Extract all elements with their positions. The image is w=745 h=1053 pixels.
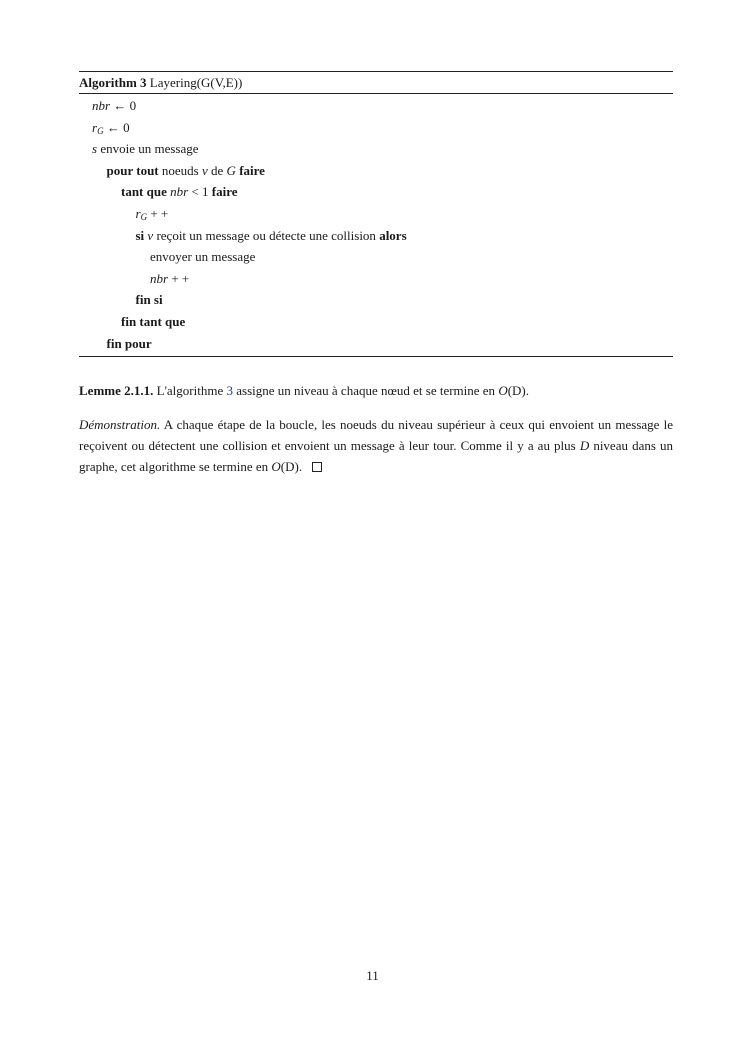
- lemma-text-after: assigne un niveau à chaque nœud et se termine en: [232, 383, 499, 398]
- algorithm-token: fin si: [135, 292, 163, 308]
- algorithm-line: [79, 311, 673, 333]
- algorithm-token: nbr: [92, 98, 111, 113]
- algorithm-label: Algorithm 3: [79, 75, 147, 90]
- algorithm-token: nbr: [170, 184, 189, 200]
- algorithm-token: envoie un message: [97, 141, 199, 157]
- algorithm-token: tant que: [121, 184, 167, 200]
- proof-var-d: D: [579, 438, 590, 453]
- algorithm-reference-link[interactable]: 3: [226, 383, 233, 398]
- algorithm-token: + +: [168, 270, 190, 286]
- proof: [79, 414, 673, 477]
- proof-text-2: niveau dans un graphe, cet algorithme se termine en: [79, 438, 673, 474]
- proof-label: Démonstration.: [79, 417, 161, 432]
- algorithm-line: [79, 160, 673, 182]
- proof-text-1: A chaque étape de la boucle, les noeuds du niveau supérieur à ceux qui envoient un message le reçoivent ou détectent une collision et envoient un message à leur tour. Comme il y a au plus: [79, 417, 673, 453]
- lemma-big-o: O: [498, 383, 508, 398]
- algorithm-line: [79, 181, 673, 203]
- qed-square-icon: [312, 462, 322, 472]
- algorithm-line: [79, 333, 673, 355]
- algorithm-token: ← 0: [110, 98, 137, 113]
- algorithm-line: [79, 225, 673, 247]
- algorithm-lines: [79, 94, 673, 356]
- algorithm-token: G: [226, 162, 236, 178]
- algorithm-token: v: [201, 162, 208, 178]
- lemma-label: Lemme 2.1.1.: [79, 383, 154, 398]
- algorithm-caption: [79, 72, 673, 93]
- algorithm-token: + +: [147, 205, 169, 221]
- algorithm-title: Layering(G(V,E)): [149, 75, 243, 90]
- algorithm-token: alors: [379, 227, 407, 243]
- algorithm-token: G: [140, 211, 148, 222]
- proof-arg: (D).: [280, 459, 303, 474]
- algorithm-line: [79, 268, 673, 290]
- algorithm-token: v: [147, 227, 154, 243]
- algorithm-bottom-rule: [79, 356, 673, 357]
- algorithm-token: < 1: [188, 184, 212, 200]
- lemma: [79, 380, 673, 401]
- algorithm-token: r: [135, 205, 141, 221]
- algorithm-line: [79, 138, 673, 160]
- algorithm-token: ← 0: [103, 119, 130, 135]
- algorithm-line: [79, 289, 673, 311]
- algorithm-token: pour tout: [106, 162, 159, 178]
- algorithm-token: G: [97, 125, 104, 136]
- algorithm-line: [79, 246, 673, 268]
- algorithm-token: fin tant que: [121, 313, 186, 329]
- algorithm-block: [79, 71, 673, 357]
- algorithm-token: reçoit un message ou détecte une collision: [153, 227, 380, 243]
- lemma-text-before: L'algorithme: [153, 383, 227, 398]
- algorithm-token: fin pour: [106, 335, 152, 351]
- algorithm-token: s: [92, 141, 98, 157]
- algorithm-line: [79, 117, 673, 139]
- algorithm-token: nbr: [150, 270, 169, 286]
- algorithm-line: [79, 95, 673, 117]
- algorithm-token: r: [92, 119, 98, 135]
- algorithm-token: envoyer un message: [150, 249, 256, 265]
- algorithm-line: [79, 203, 673, 225]
- algorithm-token: faire: [239, 162, 265, 178]
- proof-big-o: O: [271, 459, 281, 474]
- algorithm-token: faire: [211, 184, 238, 200]
- algorithm-token: noeuds: [158, 162, 202, 178]
- lemma-arg: (D).: [507, 383, 529, 398]
- algorithm-token: si: [135, 227, 145, 243]
- page-number: 11: [366, 968, 379, 983]
- algorithm-token: de: [207, 162, 227, 178]
